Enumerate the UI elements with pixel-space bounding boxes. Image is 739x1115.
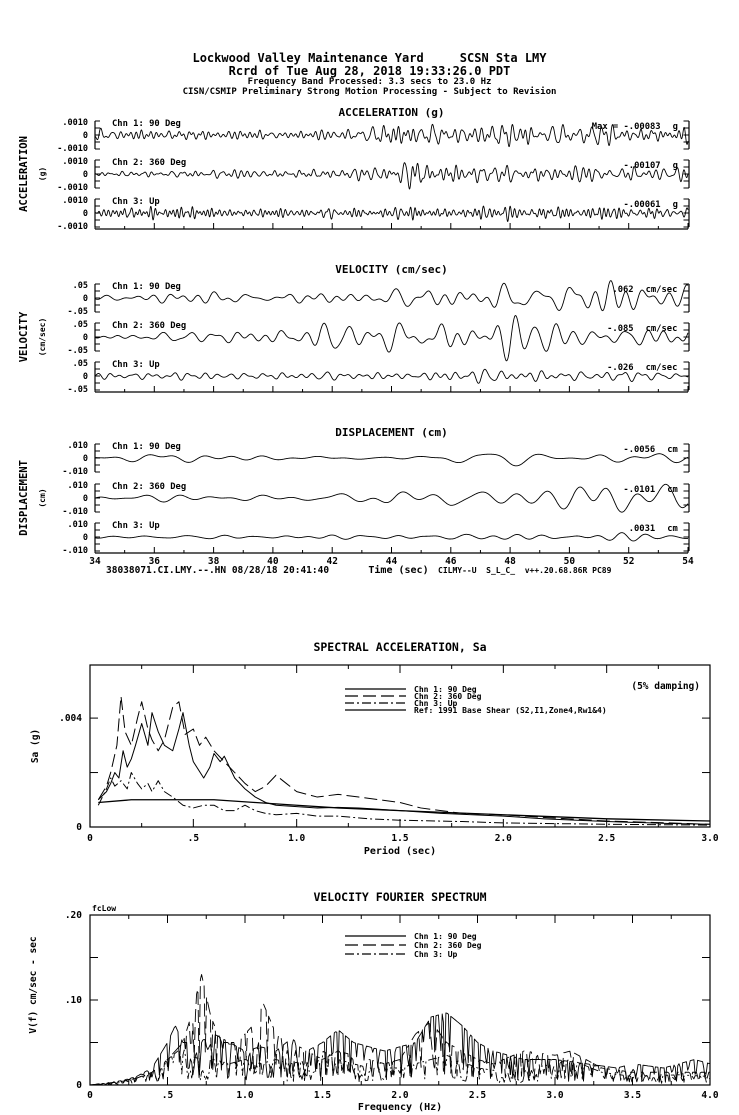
fourier-xtick-label: 2.5 — [468, 1090, 487, 1101]
sa-ytick-label: 0 — [76, 822, 82, 833]
sa-xtick-label: .5 — [187, 833, 200, 844]
y-tick-label: 0 — [82, 494, 88, 504]
y-tick-label: 0 — [82, 294, 88, 304]
channel-label: Chn 2: 360 Deg — [112, 482, 187, 492]
time-axis-title: Time (sec) — [368, 565, 429, 576]
acceleration-axis-label: ACCELERATION — [18, 136, 30, 212]
fclow-marker: fcLow — [92, 904, 117, 913]
peak-value: -.026 — [607, 363, 634, 373]
y-tick-label: .0010 — [62, 196, 88, 206]
fourier-ytick-label: .10 — [64, 995, 82, 1006]
fourier-xaxis-title: Frequency (Hz) — [357, 1102, 443, 1113]
acceleration-trace-3 — [95, 206, 688, 221]
fourier-xtick-label: 2.0 — [391, 1090, 409, 1101]
spectral-acceleration-plot — [30, 640, 719, 857]
time-tick-label: 44 — [385, 556, 398, 567]
y-tick-label: .0010 — [62, 118, 88, 128]
y-tick-label: -.0010 — [57, 144, 88, 154]
velocity-trace-3 — [95, 369, 688, 383]
sa-ytick-label: .004 — [59, 713, 82, 725]
time-tick-label: 54 — [682, 556, 694, 567]
y-tick-label: -.010 — [62, 546, 88, 556]
channel-label: Chn 3: Up — [112, 197, 160, 207]
y-tick-label: 0 — [82, 209, 88, 219]
time-tick-label: 36 — [148, 556, 161, 567]
velocity-axis-units: (cm/sec) — [38, 317, 47, 357]
y-tick-label: 0 — [82, 454, 88, 464]
sa-xtick-label: 1.0 — [288, 833, 306, 844]
station-title: Lockwood Valley Maintenance Yard SCSN Sta LMY — [192, 51, 547, 65]
time-tick-label: 46 — [445, 556, 457, 567]
peak-value: -.0056 — [623, 445, 656, 455]
record-datetime: Rcrd of Tue Aug 28, 2018 19:33:26.0 PDT — [228, 64, 511, 78]
sa-series-2 — [98, 696, 710, 824]
peak-unit: cm — [667, 524, 678, 534]
peak-value: -.00061 — [623, 200, 661, 210]
fourier-xtick-label: 0 — [87, 1090, 93, 1101]
acceleration-section — [18, 106, 689, 232]
y-tick-label: -.0010 — [57, 183, 88, 193]
sa-title: SPECTRAL ACCELERATION, Sa — [313, 640, 487, 654]
time-tick-label: 48 — [504, 556, 516, 567]
peak-unit: cm/sec — [645, 324, 678, 334]
peak-unit: g — [672, 122, 678, 132]
acceleration-title: ACCELERATION (g) — [338, 106, 445, 119]
fourier-xtick-label: 4.0 — [701, 1090, 719, 1101]
y-tick-label: -.05 — [67, 346, 88, 356]
time-tick-label: 40 — [267, 556, 279, 567]
channel-label: Chn 1: 90 Deg — [112, 282, 181, 292]
channel-label: Chn 1: 90 Deg — [112, 442, 181, 452]
y-tick-label: -.05 — [67, 307, 88, 317]
y-tick-label: 0 — [82, 131, 88, 141]
y-tick-label: -.0010 — [57, 222, 88, 232]
peak-value: -.00107 — [623, 161, 661, 171]
peak-unit: cm — [667, 445, 678, 455]
velocity-axis-label: VELOCITY — [18, 311, 30, 363]
fourier-ytick-label: .20 — [64, 910, 82, 921]
displacement-axis-label: DISPLACEMENT — [18, 460, 30, 536]
y-tick-label: .010 — [67, 481, 88, 491]
y-tick-label: .05 — [72, 359, 88, 369]
y-tick-label: .05 — [72, 281, 88, 291]
sa-series-4 — [98, 800, 710, 821]
fourier-legend-label: Chn 1: 90 Deg — [414, 932, 477, 941]
fourier-xtick-label: 3.5 — [623, 1090, 642, 1101]
y-tick-label: 0 — [82, 170, 88, 180]
velocity-trace-1 — [95, 281, 688, 311]
velocity-fourier-plot — [28, 890, 719, 1113]
y-tick-label: .010 — [67, 441, 88, 451]
channel-label: Chn 3: Up — [112, 521, 160, 531]
peak-value: -.085 — [607, 324, 634, 334]
peak-value: Max = -.00083 — [591, 122, 661, 132]
y-tick-label: -.05 — [67, 385, 88, 395]
fourier-xtick-label: 1.5 — [313, 1090, 332, 1101]
fourier-xtick-label: 3.0 — [546, 1090, 564, 1101]
displacement-trace-1 — [95, 454, 688, 466]
y-tick-label: 0 — [82, 533, 88, 543]
peak-unit: cm/sec — [645, 285, 678, 295]
sa-xaxis-title: Period (sec) — [363, 846, 437, 857]
peak-unit: g — [672, 200, 678, 210]
y-tick-label: .0010 — [62, 157, 88, 167]
time-tick-label: 42 — [326, 556, 338, 567]
y-tick-label: .010 — [67, 520, 88, 530]
sa-legend-label: Chn 1: 90 Deg — [414, 685, 477, 694]
frequency-band-note: Frequency Band Processed: 3.3 secs to 23.0 Hz — [247, 77, 492, 87]
y-tick-label: 0 — [82, 333, 88, 343]
fourier-legend-label: Chn 3: Up — [414, 950, 458, 959]
record-id-footer: 38038071.CI.LMY.--.HN 08/28/18 20:41:40 — [106, 565, 330, 576]
y-tick-label: .05 — [72, 320, 88, 330]
peak-value: .0031 — [628, 524, 656, 534]
fourier-ytick-label: 0 — [76, 1080, 82, 1091]
y-tick-label: 0 — [82, 372, 88, 382]
time-tick-label: 34 — [89, 556, 101, 567]
sa-xtick-label: 3.0 — [701, 833, 719, 844]
fourier-legend-label: Chn 2: 360 Deg — [414, 941, 482, 950]
time-tick-label: 50 — [563, 556, 576, 567]
processing-version-footer: CILMY--U S_L_C_ v++.20.68.86R PC89 — [438, 566, 612, 575]
sa-xtick-label: 2.0 — [494, 833, 512, 844]
fourier-series-1 — [90, 1013, 710, 1085]
time-tick-label: 52 — [622, 556, 635, 567]
displacement-section — [18, 426, 694, 576]
sa-legend-label: Chn 3: Up — [414, 699, 458, 708]
velocity-title: VELOCITY (cm/sec) — [335, 263, 448, 276]
sa-series-3 — [98, 773, 710, 826]
channel-label: Chn 2: 360 Deg — [112, 321, 187, 331]
fourier-xtick-label: 1.0 — [236, 1090, 254, 1101]
fourier-xtick-label: .5 — [161, 1090, 174, 1101]
sa-xtick-label: 2.5 — [598, 833, 616, 844]
sa-xtick-label: 0 — [87, 833, 93, 844]
peak-unit: cm/sec — [645, 363, 678, 373]
sa-legend-label: Ref: 1991 Base Shear (S2,I1,Zone4,Rw1&4) — [414, 706, 607, 715]
channel-label: Chn 2: 360 Deg — [112, 158, 187, 168]
acceleration-axis-units: (g) — [38, 166, 47, 182]
sa-yaxis-title: Sa (g) — [30, 728, 41, 764]
fourier-title: VELOCITY FOURIER SPECTRUM — [313, 890, 487, 904]
displacement-axis-units: (cm) — [38, 488, 47, 508]
channel-label: Chn 3: Up — [112, 360, 160, 370]
y-tick-label: -.010 — [62, 467, 88, 477]
displacement-trace-3 — [95, 533, 688, 541]
fourier-series-2 — [90, 975, 710, 1086]
y-tick-label: -.010 — [62, 507, 88, 517]
peak-unit: cm — [667, 485, 678, 495]
peak-value: -.0101 — [623, 485, 656, 495]
processing-disclaimer: CISN/CSMIP Preliminary Strong Motion Processing - Subject to Revision — [182, 87, 557, 97]
sa-legend-label: Chn 2: 360 Deg — [414, 692, 482, 701]
fourier-yaxis-title: V(f) cm/sec - sec — [28, 936, 39, 1034]
sa-xtick-label: 1.5 — [391, 833, 409, 844]
sa-damping-note: (5% damping) — [631, 681, 700, 692]
peak-value: .062 — [612, 285, 634, 295]
velocity-section — [18, 263, 689, 395]
channel-label: Chn 1: 90 Deg — [112, 119, 181, 129]
displacement-title: DISPLACEMENT (cm) — [335, 426, 448, 439]
time-tick-label: 38 — [207, 556, 220, 567]
peak-unit: g — [672, 161, 678, 171]
